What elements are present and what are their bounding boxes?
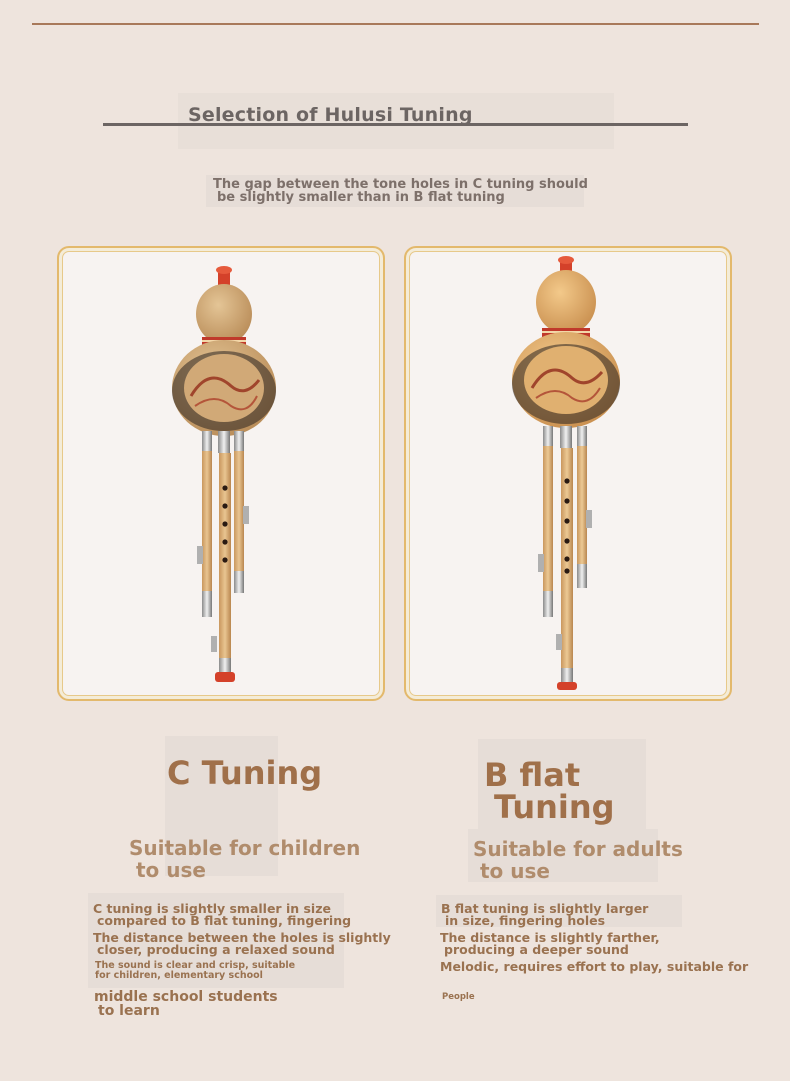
c-desc-line-2: compared to B flat tuning, fingering <box>97 913 352 928</box>
c-desc-line-8: to learn <box>98 1003 160 1019</box>
c-suitable-line-1: Suitable for children <box>129 836 361 860</box>
b-desc-distance <box>440 932 660 956</box>
hulusi-b-flat-tuning-icon <box>406 248 730 699</box>
c-tuning-title: C Tuning <box>167 754 323 792</box>
c-desc-distance <box>93 932 391 956</box>
c-tuning-photo-frame <box>57 246 385 701</box>
b-desc-line-2: in size, fingering holes <box>445 913 606 928</box>
tuning-note-line-1: The gap between the tone holes in C tuning should <box>213 177 588 192</box>
hulusi-c-tuning-icon <box>59 248 383 699</box>
b-desc-people <box>442 991 475 1003</box>
c-desc-students <box>94 990 278 1018</box>
b-title-line-2: Tuning <box>494 788 615 826</box>
b-title-line-1: B flat <box>484 756 581 794</box>
b-desc-line-1: B flat tuning is slightly larger <box>441 901 649 916</box>
c-tuning-suitable <box>129 837 360 881</box>
c-suitable-line-2: to use <box>136 858 206 882</box>
page-title: Selection of Hulusi Tuning <box>188 104 473 126</box>
b-flat-tuning-title <box>484 756 615 826</box>
b-desc-line-4: producing a deeper sound <box>444 942 629 957</box>
b-flat-tuning-photo-frame <box>404 246 732 701</box>
c-desc-line-1: C tuning is slightly smaller in size <box>93 901 331 916</box>
top-divider <box>32 23 759 25</box>
b-suitable-line-2: to use <box>480 859 550 883</box>
b-desc-line-3: The distance is slightly farther, <box>440 930 660 945</box>
c-desc-sound <box>95 961 295 981</box>
b-desc-line-5: Melodic, requires effort to play, suitable for <box>440 959 749 974</box>
c-desc-line-4: closer, producing a relaxed sound <box>97 942 335 957</box>
tuning-note-line-2: be slightly smaller than in B flat tuning <box>217 190 505 205</box>
b-tuning-suitable <box>473 838 683 882</box>
b-suitable-line-1: Suitable for adults <box>473 837 683 861</box>
b-desc-melodic <box>440 961 748 973</box>
tuning-note <box>213 178 588 204</box>
c-desc-line-7: middle school students <box>94 989 278 1005</box>
c-desc-line-6: for children, elementary school <box>95 970 263 981</box>
c-desc-line-3: The distance between the holes is slightly <box>93 930 391 945</box>
c-desc-size <box>93 903 351 927</box>
b-desc-line-6: People <box>442 992 475 1002</box>
b-desc-size <box>441 903 648 927</box>
c-desc-line-5: The sound is clear and crisp, suitable <box>95 960 296 971</box>
